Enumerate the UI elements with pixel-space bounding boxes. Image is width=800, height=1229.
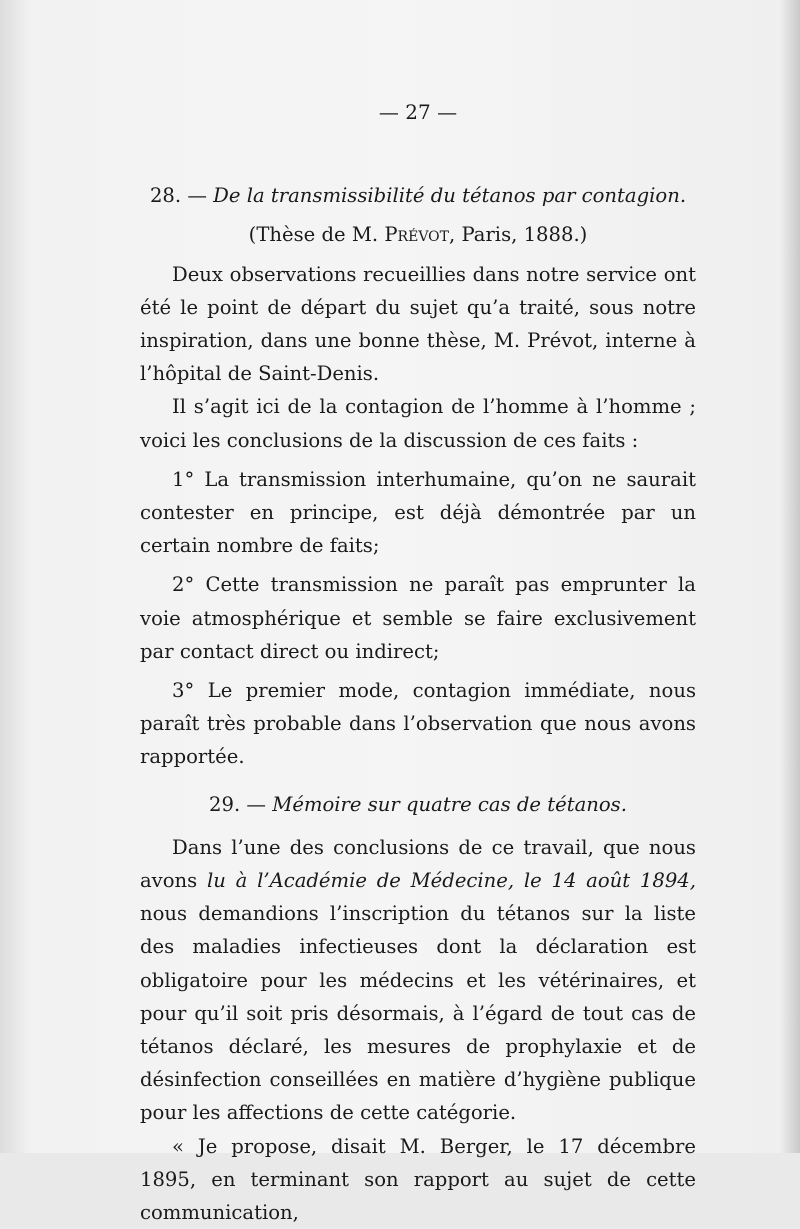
section-28-heading	[140, 179, 696, 212]
page-number: — 27 —	[378, 100, 458, 124]
section-29-heading	[140, 788, 696, 821]
section-28-title: De la transmissibilité du tétanos par contagion.	[213, 184, 687, 208]
paragraph-3-italic: lu à l’Académie de Médecine, le 14 août 1894,	[207, 869, 696, 893]
paragraph-2: Il s’agit ici de la contagion de l’homme à l’homme ; voici les conclusions de la discussion de ces faits :	[140, 395, 696, 452]
conclusion-3: 3° Le premier mode, contagion immédiate, nous paraît très probable dans l’observation que nous avons rapportée.	[140, 679, 696, 769]
paragraph-1: Deux observations recueillies dans notre service ont été le point de départ du sujet qu’a traité, sous notre inspiration, dans une bonne thèse, M. Prévot, interne à l’hôpital de Saint-Denis.	[140, 262, 696, 386]
citation-suffix: , Paris, 1888.)	[449, 223, 588, 247]
citation-author: Prévot	[384, 223, 449, 247]
page-text	[140, 96, 696, 1229]
conclusion-2: 2° Cette transmission ne paraît pas emprunter la voie atmosphérique et semble se faire exclusivement par contact direct ou indirect;	[140, 573, 696, 663]
citation-prefix: (Thèse de M.	[248, 223, 379, 247]
section-29-title: Mémoire sur quatre cas de tétanos.	[272, 792, 627, 816]
paragraph-3-start: Dans l’une des conclusions de ce travail, que nous avons	[140, 835, 696, 893]
conclusion-1: 1° La transmission interhumaine, qu’on ne saurait contester en principe, est déjà démontrée par un certain nombre de faits;	[140, 467, 696, 558]
paragraph-3	[140, 831, 696, 1130]
section-28-citation	[140, 218, 696, 251]
paragraph-4: « Je propose, disait M. Berger, le 17 décembre 1895, en terminant son rapport au sujet de cette communication,	[140, 1134, 696, 1225]
paragraph-3-end: nous demandions l’inscription du tétanos sur la liste des maladies infectieuses dont la déclaration est obligatoire pour les médecins et les vétérinaires, et pour qu’il soit pris désormais, à l’égard de tout cas de tétanos déclaré, les mesures de prophylaxie et de désinfection conseillées en matière d’hygiène publique pour les affections de cette catégorie.	[140, 902, 696, 1125]
section-28-number: 28. —	[149, 184, 207, 208]
section-29-number: 29. —	[209, 792, 267, 816]
